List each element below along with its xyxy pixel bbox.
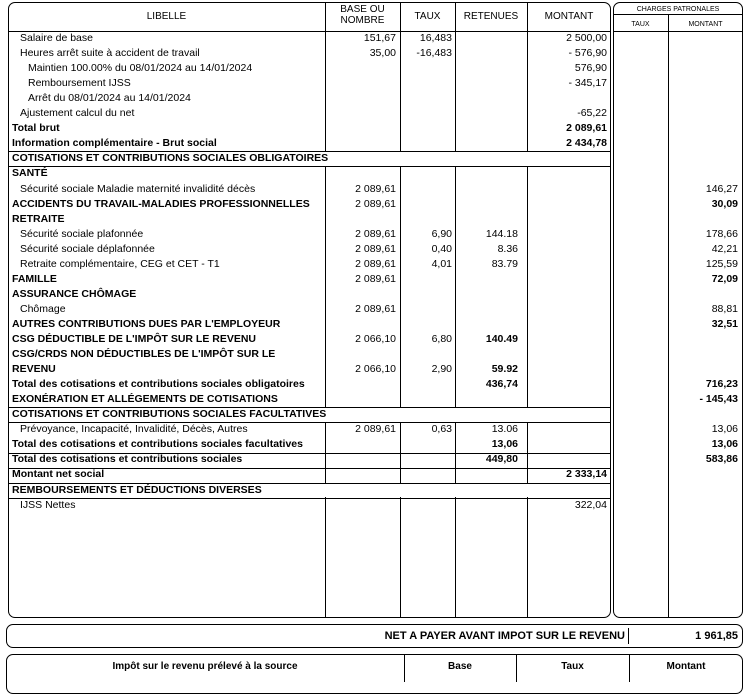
table-row [8, 332, 611, 347]
table-row [8, 227, 611, 242]
row-montant: 2 089,61 [566, 122, 607, 135]
row-retenues: 83.79 [491, 257, 518, 270]
row-label: RETRAITE [12, 212, 65, 225]
row-base: 2 089,61 [355, 302, 396, 315]
header-retenues: RETENUES [463, 11, 519, 22]
header-montant: MONTANT [544, 11, 594, 22]
row-charges-montant: 13,06 [711, 423, 738, 436]
row-base: 2 089,61 [355, 182, 396, 195]
table-row [8, 437, 611, 452]
row-base: 151,67 [363, 32, 396, 44]
net-before-tax-label: NET A PAYER AVANT IMPOT SUR LE REVENU [384, 630, 625, 642]
row-charges-montant: 146,27 [705, 182, 738, 195]
row-base: 35,00 [369, 47, 396, 60]
row-label: Total des cotisations et contributions sociales obligatoires [12, 378, 305, 391]
row-label: Sécurité sociale Maladie maternité invalidité décès [20, 182, 256, 195]
net-divider [628, 628, 629, 644]
row-taux: 4,01 [431, 257, 452, 270]
income-tax-table [6, 654, 743, 694]
table-row [8, 467, 611, 482]
row-label: Total brut [12, 122, 60, 135]
row-charges-montant: 42,21 [711, 242, 738, 255]
charges-header-divider [613, 31, 743, 32]
section-row [8, 151, 611, 166]
row-montant: 2 333,14 [566, 468, 607, 481]
row-base: 2 089,61 [355, 272, 396, 285]
row-taux: 6,80 [431, 333, 452, 345]
table-row [8, 377, 611, 392]
row-retenues: 13,06 [491, 438, 518, 451]
table-row [8, 272, 611, 287]
row-retenues: 144.18 [485, 227, 518, 240]
row-base: 2 066,10 [355, 363, 396, 376]
row-taux: 6,90 [431, 227, 452, 240]
row-label: Retraite complémentaire, CEG et CET - T1 [20, 257, 220, 270]
row-taux: 0,40 [431, 242, 452, 255]
section-row [8, 483, 611, 498]
row-charges-montant: 32,51 [711, 317, 738, 330]
row-base: 2 089,61 [355, 257, 396, 270]
header-charges-taux: TAUX [631, 21, 650, 28]
row-charges-montant: 178,66 [705, 227, 738, 240]
table-row [8, 61, 611, 76]
row-label: Maintien 100.00% du 08/01/2024 au 14/01/2024 [28, 62, 253, 75]
row-label: IJSS Nettes [20, 498, 76, 511]
row-base: 2 066,10 [355, 333, 396, 345]
row-retenues: 140.49 [485, 333, 518, 345]
row-label: Information complémentaire - Brut social [12, 137, 217, 150]
table-row [8, 422, 611, 437]
row-label: COTISATIONS ET CONTRIBUTIONS SOCIALES OBLIGATOIRES [12, 152, 329, 165]
table-row [8, 76, 611, 91]
row-label: ASSURANCE CHÔMAGE [12, 287, 137, 300]
header-taux: TAUX [414, 11, 441, 22]
row-taux: -16,483 [416, 47, 452, 60]
row-label: Salaire de base [20, 32, 93, 44]
net-before-tax-value: 1 961,85 [695, 630, 738, 642]
table-row [8, 166, 611, 181]
table-row [8, 287, 611, 302]
row-taux: 0,63 [431, 423, 452, 436]
row-charges-montant: 30,09 [711, 197, 738, 210]
row-montant: - 345,17 [568, 77, 607, 90]
row-label: Prévoyance, Incapacité, Invalidité, Décès, Autres [20, 423, 248, 436]
row-retenues: 8.36 [497, 242, 518, 255]
row-taux: 16,483 [419, 32, 452, 44]
row-montant: -65,22 [577, 107, 607, 120]
row-montant: 576,90 [574, 62, 607, 75]
row-base: 2 089,61 [355, 423, 396, 436]
table-row [8, 182, 611, 197]
row-label: Ajustement calcul du net [20, 107, 135, 120]
table-row [8, 31, 611, 46]
row-label: CSG DÉDUCTIBLE DE L'IMPÔT SUR LE REVENU [12, 333, 257, 345]
row-retenues: 59.92 [491, 363, 518, 376]
row-label: COTISATIONS ET CONTRIBUTIONS SOCIALES FACULTATIVES [12, 408, 327, 421]
header-charges-patronales: CHARGES PATRONALES [636, 6, 720, 13]
table-row [8, 106, 611, 121]
row-charges-montant: 13,06 [711, 438, 738, 451]
table-row [8, 257, 611, 272]
row-label: Chômage [20, 302, 66, 315]
table-row [8, 136, 611, 151]
row-taux: 2,90 [431, 363, 452, 376]
row-montant: - 576,90 [568, 47, 607, 60]
row-label: Sécurité sociale déplafonnée [20, 242, 155, 255]
row-label: ACCIDENTS DU TRAVAIL-MALADIES PROFESSIONNELLES [12, 197, 310, 210]
table-row [8, 498, 611, 513]
row-label: Heures arrêt suite à accident de travail [20, 47, 200, 60]
row-base: 2 089,61 [355, 227, 396, 240]
row-montant: 322,04 [574, 498, 607, 511]
row-label: FAMILLE [12, 272, 57, 285]
header-charges-montant: MONTANT [688, 21, 723, 28]
table-row [8, 452, 611, 467]
header-base-line1: BASE OU [340, 4, 385, 15]
row-base: 2 089,61 [355, 242, 396, 255]
tax-taux-header: Taux [561, 661, 584, 672]
header-base-line2: NOMBRE [340, 15, 385, 26]
header-base [325, 4, 400, 26]
row-retenues: 449,80 [485, 453, 518, 466]
row-charges-montant: 88,81 [711, 302, 738, 315]
row-retenues: 13.06 [491, 423, 518, 436]
row-label: REVENU [12, 363, 56, 376]
row-montant: 2 500,00 [566, 32, 607, 44]
row-charges-montant: 125,59 [705, 257, 738, 270]
table-row [8, 121, 611, 136]
row-label: Total des cotisations et contributions sociales [12, 453, 243, 466]
row-montant: 2 434,78 [566, 137, 607, 150]
table-row [8, 347, 611, 362]
table-row [8, 362, 611, 377]
row-label: SANTÉ [12, 167, 48, 180]
table-row [8, 317, 611, 332]
row-label: Arrêt du 08/01/2024 au 14/01/2024 [28, 92, 191, 105]
tax-label: Impôt sur le revenu prélevé à la source [112, 661, 298, 672]
row-label: Montant net social [12, 468, 105, 481]
table-row [8, 392, 611, 407]
row-base: 2 089,61 [355, 197, 396, 210]
row-charges-montant: - 145,43 [699, 393, 738, 406]
row-label: REMBOURSEMENTS ET DÉDUCTIONS DIVERSES [12, 483, 262, 496]
row-label: EXONÉRATION ET ALLÉGEMENTS DE COTISATIONS [12, 393, 278, 406]
row-retenues: 436,74 [485, 378, 518, 391]
table-row [8, 91, 611, 106]
table-row [8, 46, 611, 61]
table-row [8, 242, 611, 257]
row-label: Sécurité sociale plafonnée [20, 227, 144, 240]
section-row [8, 407, 611, 422]
row-label: CSG/CRDS NON DÉDUCTIBLES DE L'IMPÔT SUR LE [12, 348, 276, 361]
row-label: AUTRES CONTRIBUTIONS DUES PAR L'EMPLOYEUR [12, 317, 281, 330]
row-label: Remboursement IJSS [28, 77, 131, 90]
table-row [8, 212, 611, 227]
table-row [8, 197, 611, 212]
row-charges-montant: 72,09 [711, 272, 738, 285]
table-row [8, 302, 611, 317]
tax-montant-header: Montant [666, 661, 706, 672]
row-label: Total des cotisations et contributions sociales facultatives [12, 438, 303, 451]
row-charges-montant: 583,86 [705, 453, 738, 466]
row-charges-montant: 716,23 [705, 378, 738, 391]
tax-base-header: Base [448, 661, 472, 672]
header-libelle: LIBELLE [146, 11, 187, 22]
